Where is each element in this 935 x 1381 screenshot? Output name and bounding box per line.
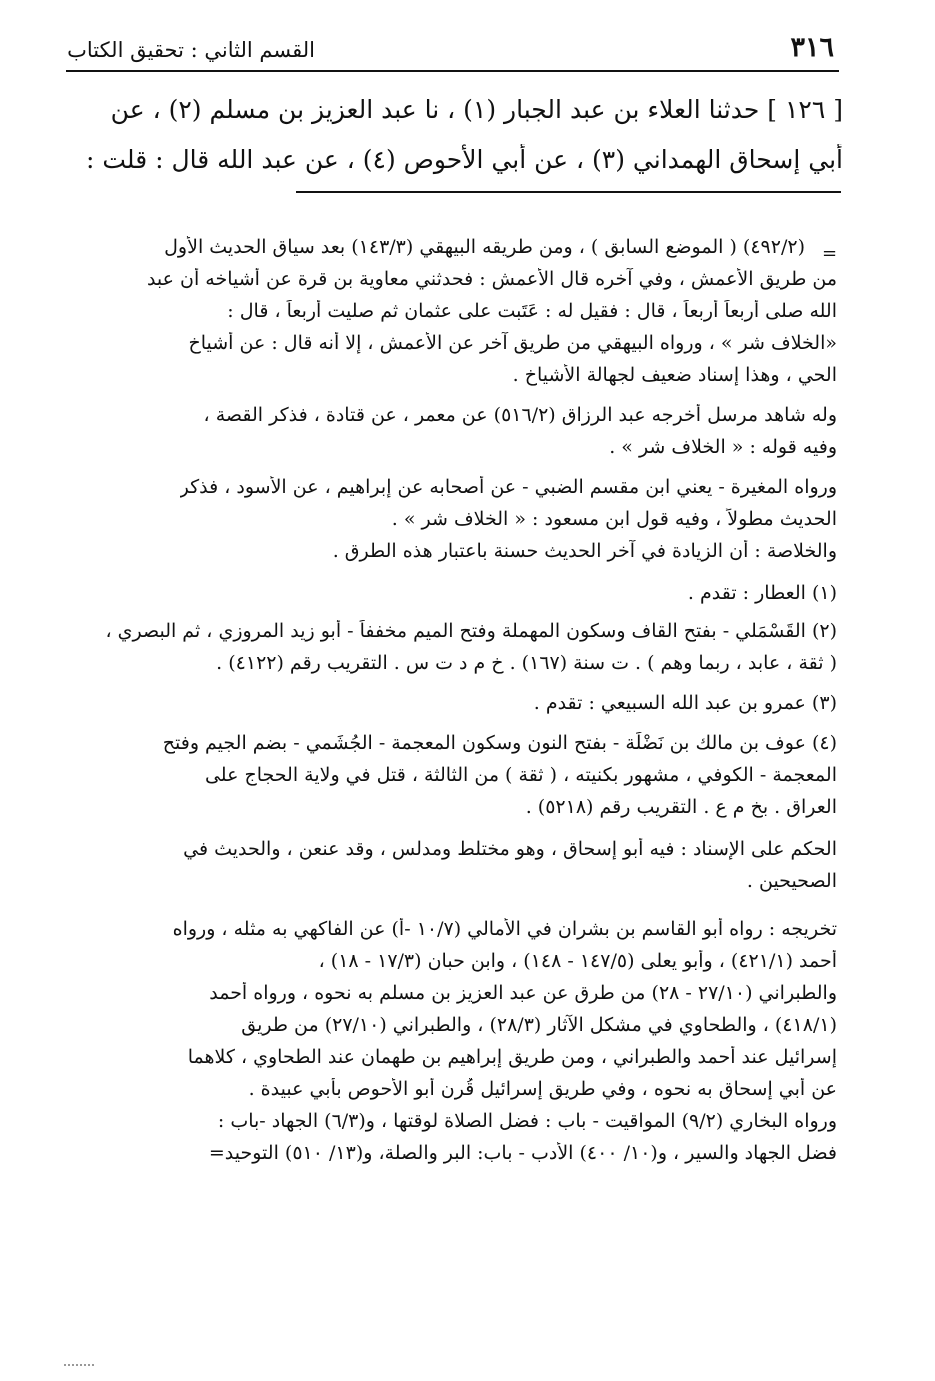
footnote-line: (٤٩٢/٢) ( الموضع السابق ) ، ومن طريقه البيهقي (١٤٣/٣) بعد سياق الحديث الأول [164, 236, 805, 258]
footnote-line: الحديث مطولاً ، وفيه قول ابن مسعود : « الخلاف شر » . [391, 508, 837, 530]
footnote-line: أحمد (٤٢١/١) ، وأبو يعلى (١٤٧/٥ - ١٤٨) ، وابن حبان (١٧/٣ - ١٨) ، [318, 950, 837, 972]
footnote-divider [296, 191, 841, 193]
footnote-line: ورواه المغيرة - يعني ابن مقسم الضبي - عن أصحابه عن إبراهيم ، عن الأسود ، فذكر [179, 476, 837, 498]
footnote-line: ( ثقة ، عابد ، ربما وهم ) . ت سنة (١٦٧) . خ م د ت س . التقريب رقم (٤١٢٢) . [216, 652, 837, 674]
page-number: ٣١٦ [790, 32, 834, 63]
footnote-line: العراق . بخ م ع . التقريب رقم (٥٢١٨) . [525, 796, 837, 818]
footnote-line: فضل الجهاد والسير ، و(١٠/ ٤٠٠) الأدب - باب: البر والصلة، و(١٣/ ٥١٠) التوحيد= [208, 1142, 837, 1164]
footnote-line: الحي ، وهذا إسناد ضعيف لجهالة الأشياخ . [512, 364, 837, 386]
footnote-line: من طريق الأعمش ، وفي آخره قال الأعمش : فحدثني معاوية بن قرة عن أشياخه أن عبد [146, 268, 837, 290]
footnote-line: (٢) القَسْمَلي - بفتح القاف وسكون المهملة وفتح الميم مخففاً - أبو زيد المروزي ، ثم البصري ، [105, 620, 837, 642]
header-divider [66, 70, 839, 72]
footnote-line: الصحيحين . [746, 870, 837, 892]
footnote-line: «الخلاف شر » ، ورواه البيهقي من طريق آخر عن الأعمش ، إلا أنه قال : عن أشياخ [188, 332, 837, 354]
footnote-line: المعجمة - الكوفي ، مشهور بكنيته ، ( ثقة ) من الثالثة ، قتل في ولاية الحجاج على [204, 764, 837, 786]
footnote-line: إسرائيل عند أحمد والطبراني ، ومن طريق إبراهيم بن طهمان عند الطحاوي ، كلاهما [187, 1046, 837, 1068]
footnote-line: (٤) عوف بن مالك بن نَضْلَة - بفتح النون وسكون المعجمة - الجُشَمي - بضم الجيم وفتح [162, 732, 837, 754]
footnote-line: (٤١٨/١) ، والطحاوي في مشكل الآثار (٢٨/٣) ، والطبراني (٢٧/١٠) من طريق [241, 1014, 837, 1036]
footnote-line: (١) العطار : تقدم . [687, 582, 837, 604]
footnote-line: وله شاهد مرسل أخرجه عبد الرزاق (٥١٦/٢) عن معمر ، عن قتادة ، فذكر القصة ، [203, 404, 837, 426]
continuation-marker: = [822, 243, 838, 264]
footnote-line: الحكم على الإسناد : فيه أبو إسحاق ، وهو مختلط ومدلس ، وقد عنعن ، والحديث في [183, 838, 837, 860]
footnote-line: (٣) عمرو بن عبد الله السبيعي : تقدم . [533, 692, 837, 714]
footnote-line: الله صلى أربعاً أربعاً ، قال : فقيل له : عَتَبت على عثمان ثم صليت أربعاً ، قال : [227, 300, 837, 322]
footnote-line: ورواه البخاري (٩/٢) المواقيت - باب : فضل الصلاة لوقتها ، و(٦/٣) الجهاد -باب : [217, 1110, 837, 1132]
footnote-line: وفيه قوله : « الخلاف شر » . [609, 436, 837, 458]
footnote-line: والطبراني (٢٧/١٠ - ٢٨) من طرق عن عبد العزيز بن مسلم به نحوه ، ورواه أحمد [209, 982, 837, 1004]
hadith-line-2: أبي إسحاق الهمداني (٣) ، عن أبي الأحوص (٤) ، عن عبد الله قال : قلت : [86, 145, 843, 174]
footnote-line: تخريجه : رواه أبو القاسم بن بشران في الأمالي (١٠/٧ -أ) عن الفاكهي به مثله ، ورواه [172, 918, 837, 940]
hadith-line-1: [ ١٢٦ ] حدثنا العلاء بن عبد الجبار (١) ، نا عبد العزيز بن مسلم (٢) ، عن [110, 95, 843, 124]
footnote-line: والخلاصة : أن الزيادة في آخر الحديث حسنة باعتبار هذه الطرق . [332, 540, 837, 562]
scan-dots [64, 1364, 94, 1370]
footnote-line: عن أبي إسحاق به نحوه ، وفي طريق إسرائيل قُرن أبو الأحوص بأبي عبيدة . [248, 1078, 837, 1100]
running-header-title: القسم الثاني : تحقيق الكتاب [67, 38, 315, 62]
